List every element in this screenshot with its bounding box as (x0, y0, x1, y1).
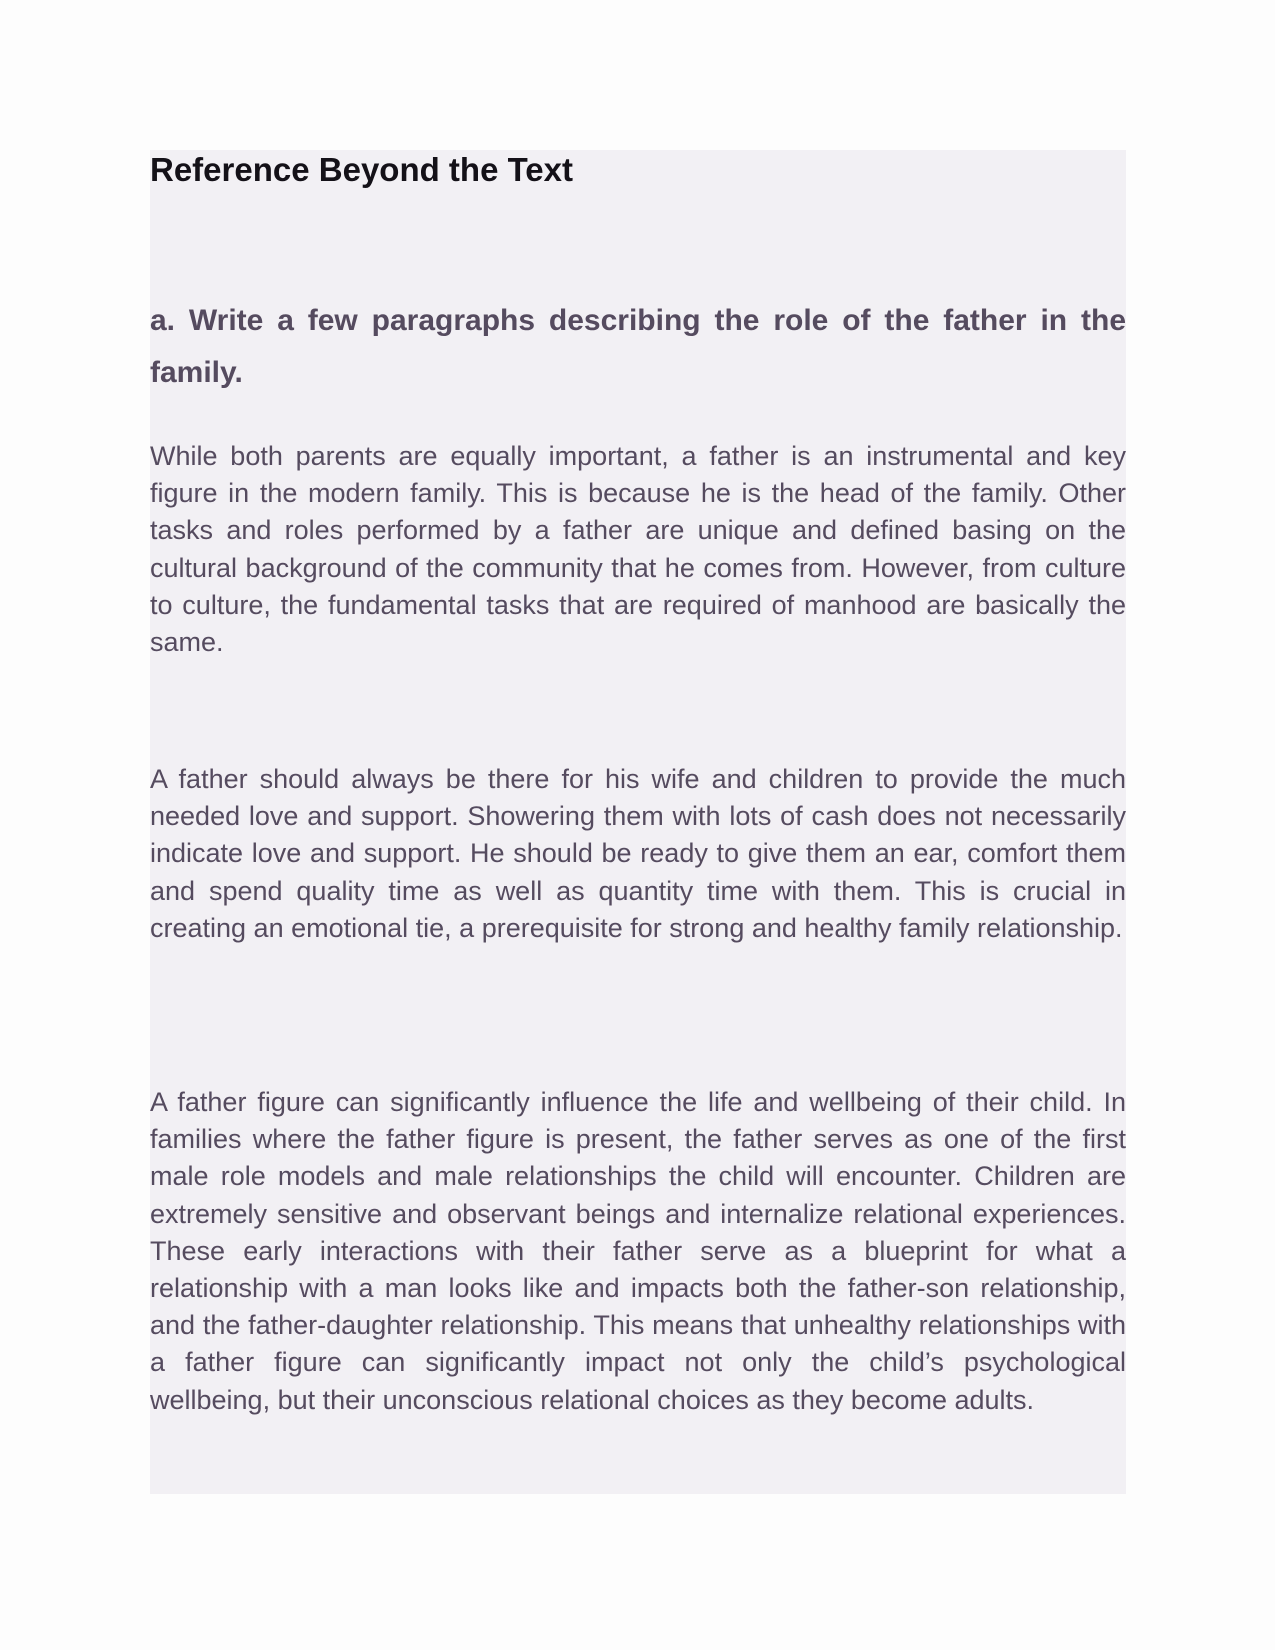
document-content-block (150, 150, 1126, 1494)
paragraph-3: A father figure can significantly influence the life and wellbeing of their child. In families where the father figure is present, the father serves as one of the first male role models and male relationships the child will encounter. Children are extremely sensitive and observant beings and internalize relational experiences. These early interactions with their father serve as a blueprint for what a relationship with a man looks like and impacts both the father-son relationship, and the father-daughter relationship. This means that unhealthy relationships with a father figure can significantly impact not only the child’s psychological wellbeing, but their unconscious relational choices as they become adults. (150, 1087, 1126, 1415)
paragraph-1: While both parents are equally important, a father is an instrumental and key figure in the modern family. This is because he is the head of the family. Other tasks and roles performed by a father are unique and defined basing on the cultural background of the community that he comes from. However, from culture to culture, the fundamental tasks that are required of manhood are basically the same. (150, 441, 1126, 658)
paragraph-2: A father should always be there for his wife and children to provide the much needed love and support. Showering them with lots of cash does not necessarily indicate love and support. He should be ready to give them an ear, comfort them and spend quality time as well as quantity time with them. This is crucial in creating an emotional tie, a prerequisite for strong and healthy family relationship. (150, 764, 1126, 943)
question-heading: a. Write a few paragraphs describing the role of the father in the family. (150, 304, 1126, 389)
page-title: Reference Beyond the Text (150, 151, 574, 188)
